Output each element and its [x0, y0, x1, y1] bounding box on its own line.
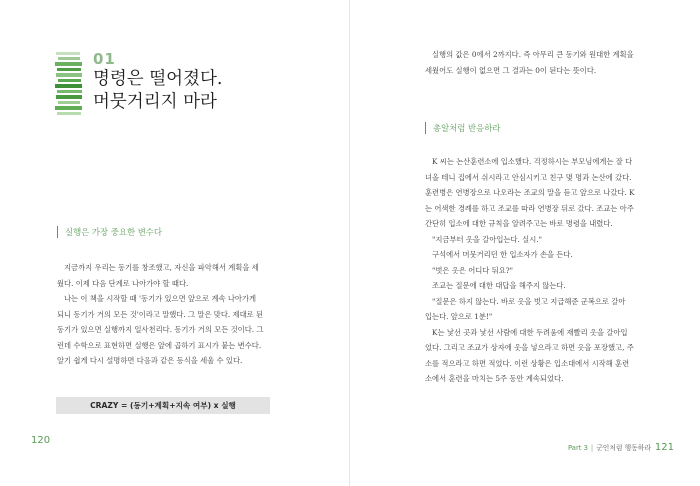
right-page: [350, 0, 700, 486]
page-number: 120: [31, 435, 51, 446]
formula-box: CRAZY = (동기+계획+지속 여부) x 실행: [56, 397, 270, 414]
text-line: 실행의 값은 0에서 2까지다. 즉 아무리 큰 동기와 원대한 계획을: [432, 50, 634, 59]
text-line: 웠다. 이제 다음 단계로 나아가야 할 때다.: [57, 278, 189, 288]
text-line: 조교는 질문에 대한 대답을 해주지 않는다.: [432, 281, 566, 290]
section-heading: 총알처럼 반응하라: [425, 122, 500, 134]
text-line: 간단히 입소에 대한 규칙을 알려주고는 바로 명령을 내렸다.: [425, 219, 613, 228]
chapter-number: 01: [93, 50, 116, 68]
text-line: 알기 쉽게 다시 설명하면 다음과 같은 등식을 세울 수 있다.: [57, 356, 243, 365]
text-line: 세웠어도 실행이 없으면 그 결과는 0이 된다는 뜻이다.: [425, 65, 597, 75]
body-text: [57, 260, 297, 369]
text-line: 나는 이 책을 시작할 때 '동기가 있으면 앞으로 계속 나아가게: [64, 294, 257, 303]
text-line: 는 어색한 경례를 하고 조교를 따라 연병장 뒤로 갔다. 조교는 아주: [425, 203, 634, 213]
text-line: K 씨는 논산훈련소에 입소했다. 걱정하시는 부모님에게는 잘 다: [432, 157, 633, 166]
text-line: 구석에서 머뭇거리던 한 입소자가 손을 든다.: [432, 250, 573, 259]
text-line: 지금까지 우리는 동기를 창조했고, 자신을 파악해서 계획을 세: [64, 263, 259, 272]
body-text: [425, 47, 665, 78]
green-brush-stripes-icon: [55, 52, 83, 118]
text-line: "질문은 하지 않는다. 바로 옷을 벗고 지급해준 군복으로 갈아: [432, 296, 626, 306]
text-line: K는 낯선 곳과 낯선 사람에 대한 두려움에 재빨리 옷을 갈아입: [432, 327, 628, 337]
text-line: 동기가 있으면 실행까지 일사천리다. 동기가 거의 모든 것이다. 그: [57, 325, 264, 334]
text-line: 녀올 테니 집에서 쉬시라고 안심시키고 친구 몇 명과 논산에 갔다.: [425, 172, 632, 182]
footer-part: Part 3: [568, 444, 588, 452]
text-line: 되니 동기가 거의 모든 것'이라고 말했다. 그 말은 맞다. 제대로 된: [57, 309, 264, 319]
text-line: "벗은 옷은 어디다 둬요?": [432, 265, 514, 275]
text-line: 소를 적으라고 하면 적었다. 이런 상황은 입소대에서 시작해 훈련: [425, 358, 630, 368]
section-heading: 실행은 가장 중요한 변수다: [57, 226, 162, 238]
page-number: 121: [654, 442, 674, 453]
body-text: [425, 154, 665, 387]
text-line: 런데 수학으로 표현하면 실행은 앞에 곱하기 표시가 붙는 변수다.: [57, 340, 262, 350]
footer-title: 군인처럼 행동하라: [596, 444, 651, 452]
text-line: 입는다. 앞으로 1분!": [425, 312, 493, 321]
page-footer: [568, 435, 674, 454]
chapter-title-line: 명령은 떨어졌다.: [93, 69, 223, 89]
text-line: 훈련병은 연병장으로 나오라는 조교의 말을 듣고 앞으로 나갔다. K: [425, 188, 635, 197]
footer-separator: |: [590, 444, 594, 452]
text-line: 었다. 그리고 조교가 상자에 옷을 넣으라고 하면 옷을 포장했고, 주: [425, 343, 634, 352]
text-line: "지금부터 옷을 갈아입는다. 실시.": [432, 234, 542, 244]
chapter-title-line: 머뭇거리지 마라: [93, 92, 217, 112]
chapter-title: [93, 68, 222, 114]
text-line: 소에서 훈련을 마치는 5주 동안 계속되었다.: [425, 374, 564, 383]
